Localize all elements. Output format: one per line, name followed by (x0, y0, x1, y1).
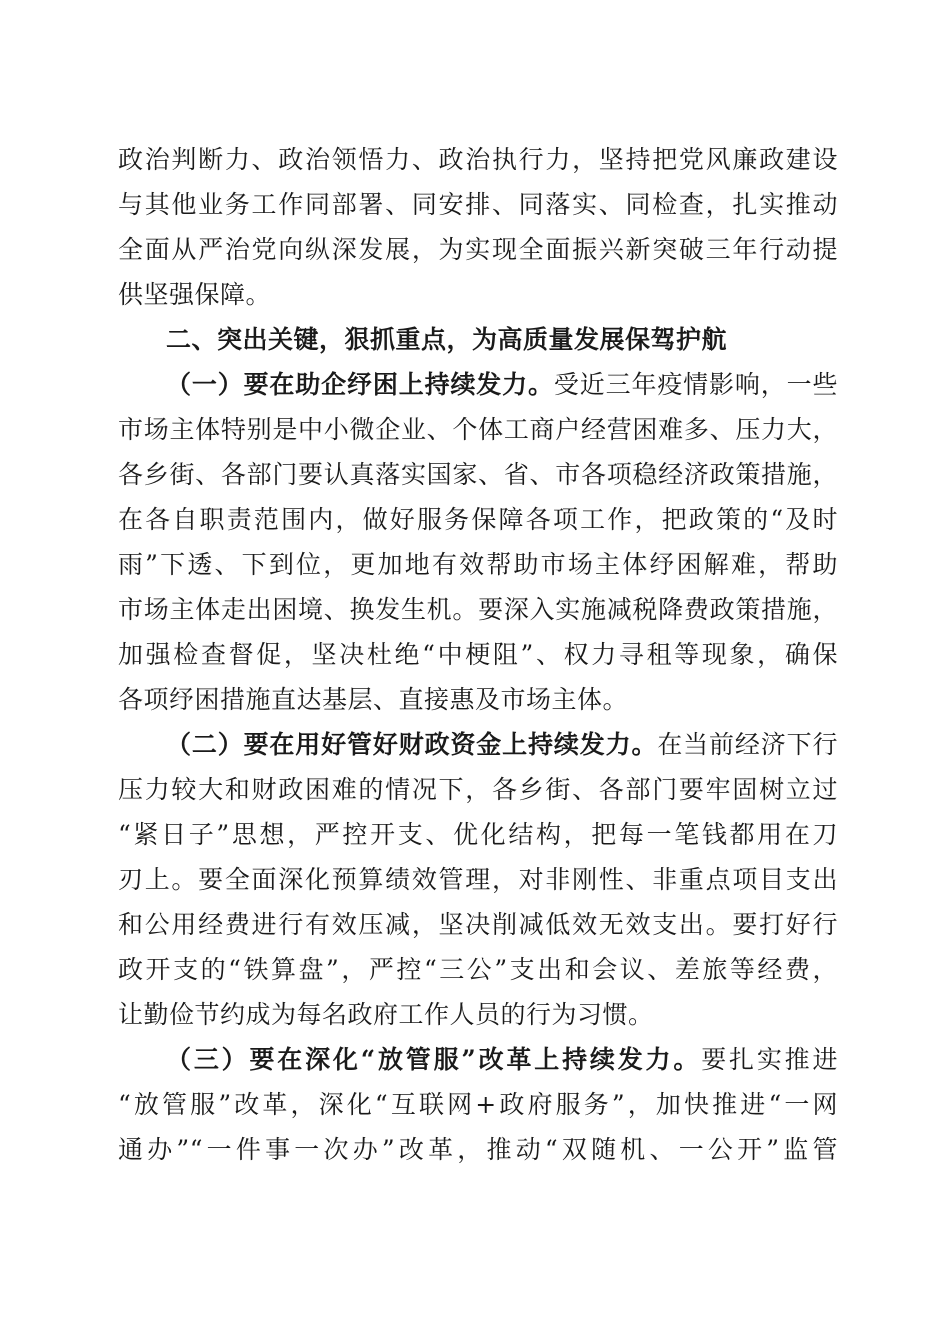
paragraph-line: “放管服”改革，深化“互联网+政府服务”，加快推进“一网 (118, 1090, 838, 1119)
paragraph-line: 和公用经费进行有效压减，坚决削减低效无效支出。要打好行 (118, 910, 838, 939)
paragraph-line: 在各自职责范围内，做好服务保障各项工作，把政策的“及时 (118, 505, 838, 534)
paragraph-lead-line (166, 1038, 838, 1082)
paragraph-lead-bold: （三）要在深化“放管服”改革上持续发力。 (166, 1045, 702, 1074)
paragraph-lead-rest: 在当前经济下行 (657, 730, 838, 759)
paragraph-line: 全面从严治党向纵深发展，为实现全面振兴新突破三年行动提 (118, 235, 838, 264)
paragraph-line: 政治判断力、政治领悟力、政治执行力，坚持把党风廉政建设 (118, 145, 838, 174)
paragraph-line: 通办”“一件事一次办”改革，推动“双随机、一公开”监管 (118, 1135, 838, 1164)
paragraph-line: 压力较大和财政困难的情况下，各乡街、各部门要牢固树立过 (118, 775, 838, 804)
paragraph-lead-rest: 受近三年疫情影响，一些 (553, 370, 838, 399)
paragraph-line: 加强检查督促，坚决杜绝“中梗阻”、权力寻租等现象，确保 (118, 640, 838, 669)
paragraph-line: 各项纾困措施直达基层、直接惠及市场主体。 (118, 685, 629, 714)
paragraph-lead-line (166, 723, 838, 767)
paragraph-line: “紧日子”思想，严控开支、优化结构，把每一笔钱都用在刀 (118, 820, 838, 849)
paragraph-lead-line (166, 363, 838, 407)
paragraph-line: 市场主体特别是中小微企业、个体工商户经营困难多、压力大， (118, 415, 838, 444)
paragraph-lead-bold: （二）要在用好管好财政资金上持续发力。 (166, 730, 658, 759)
paragraph-line: 让勤俭节约成为每名政府工作人员的行为习惯。 (118, 1000, 654, 1029)
paragraph-line: 雨”下透、下到位，更加地有效帮助市场主体纾困解难，帮助 (118, 550, 838, 579)
paragraph-line: 与其他业务工作同部署、同安排、同落实、同检查，扎实推动 (118, 190, 838, 219)
paragraph-line: 刃上。要全面深化预算绩效管理，对非刚性、非重点项目支出 (118, 865, 838, 894)
section-heading: 二、突出关键，狠抓重点，为高质量发展保驾护航 (166, 325, 728, 354)
paragraph-lead-rest: 要扎实推进 (701, 1045, 838, 1074)
paragraph-lead-bold: （一）要在助企纾困上持续发力。 (166, 370, 554, 399)
paragraph-line: 各乡街、各部门要认真落实国家、省、市各项稳经济政策措施， (118, 460, 838, 489)
paragraph-line: 政开支的“铁算盘”，严控“三公”支出和会议、差旅等经费， (118, 955, 838, 984)
paragraph-line: 市场主体走出困境、换发生机。要深入实施减税降费政策措施， (118, 595, 838, 624)
paragraph-line: 供坚强保障。 (118, 280, 272, 309)
